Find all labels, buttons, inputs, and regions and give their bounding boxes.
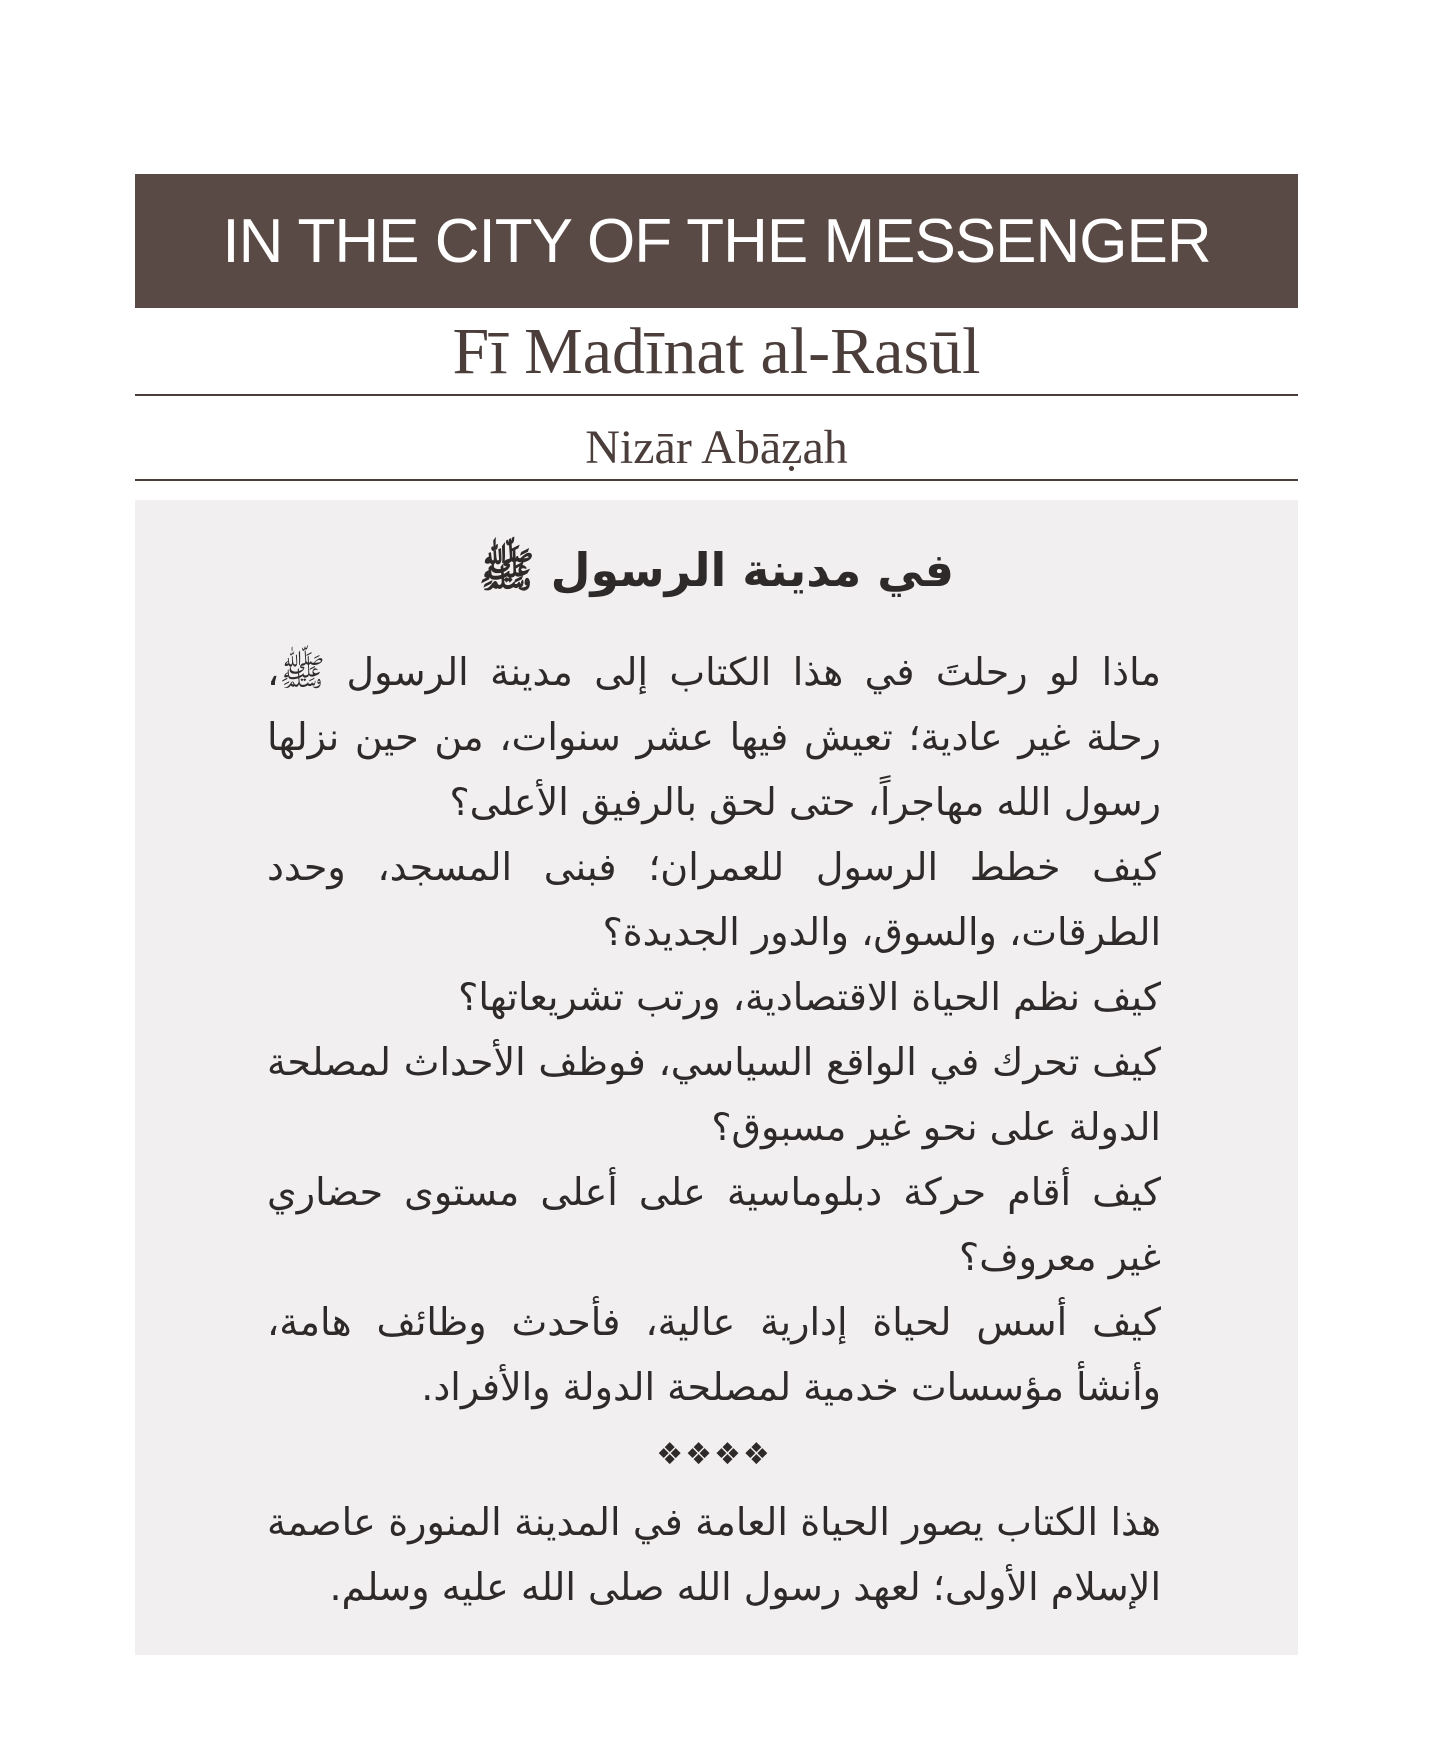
arabic-title: في مدينة الرسول ﷺ <box>479 543 954 597</box>
book-title: IN THE CITY OF THE MESSENGER <box>222 206 1211 276</box>
paragraph: ماذا لو رحلتَ في هذا الكتاب إلى مدينة الرسول ﷺ، رحلة غير عادية؛ تعيش فيها عشر سنوات، من حين نزلها رسول الله مهاجراً، حتى لحق بالرفيق الأعلى؟ <box>267 650 1161 824</box>
paragraph: كيف نظم الحياة الاقتصادية، ورتب تشريعاتها؟ <box>458 975 1161 1019</box>
book-subtitle-transliteration: Fī Madīnat al-Rasūl <box>452 315 981 388</box>
paragraph: كيف أسس لحياة إدارية عالية، فأحدث وظائف هامة، وأنشأ مؤسسات خدمية لمصلحة الدولة والأفراد. <box>267 1300 1161 1409</box>
divider-bottom <box>135 479 1298 481</box>
closing-paragraph: هذا الكتاب يصور الحياة العامة في المدينة المنورة عاصمة الإسلام الأولى؛ لعهد رسول الله صلى الله عليه وسلم. <box>267 1500 1161 1609</box>
paragraph: كيف أقام حركة دبلوماسية على أعلى مستوى حضاري غير معروف؟ <box>267 1170 1161 1279</box>
author-name: Nizār Abāẓah <box>585 421 848 474</box>
ornament-divider: ❖❖❖❖ <box>656 1437 772 1472</box>
title-banner <box>135 174 1298 308</box>
arabic-description <box>267 640 1161 1620</box>
paragraph: كيف تحرك في الواقع السياسي، فوظف الأحداث لمصلحة الدولة على نحو غير مسبوق؟ <box>267 1040 1161 1149</box>
paragraph: كيف خطط الرسول للعمران؛ فبنى المسجد، وحدد الطرقات، والسوق، والدور الجديدة؟ <box>267 845 1161 954</box>
description-panel <box>135 500 1298 1655</box>
divider-top <box>135 394 1298 396</box>
